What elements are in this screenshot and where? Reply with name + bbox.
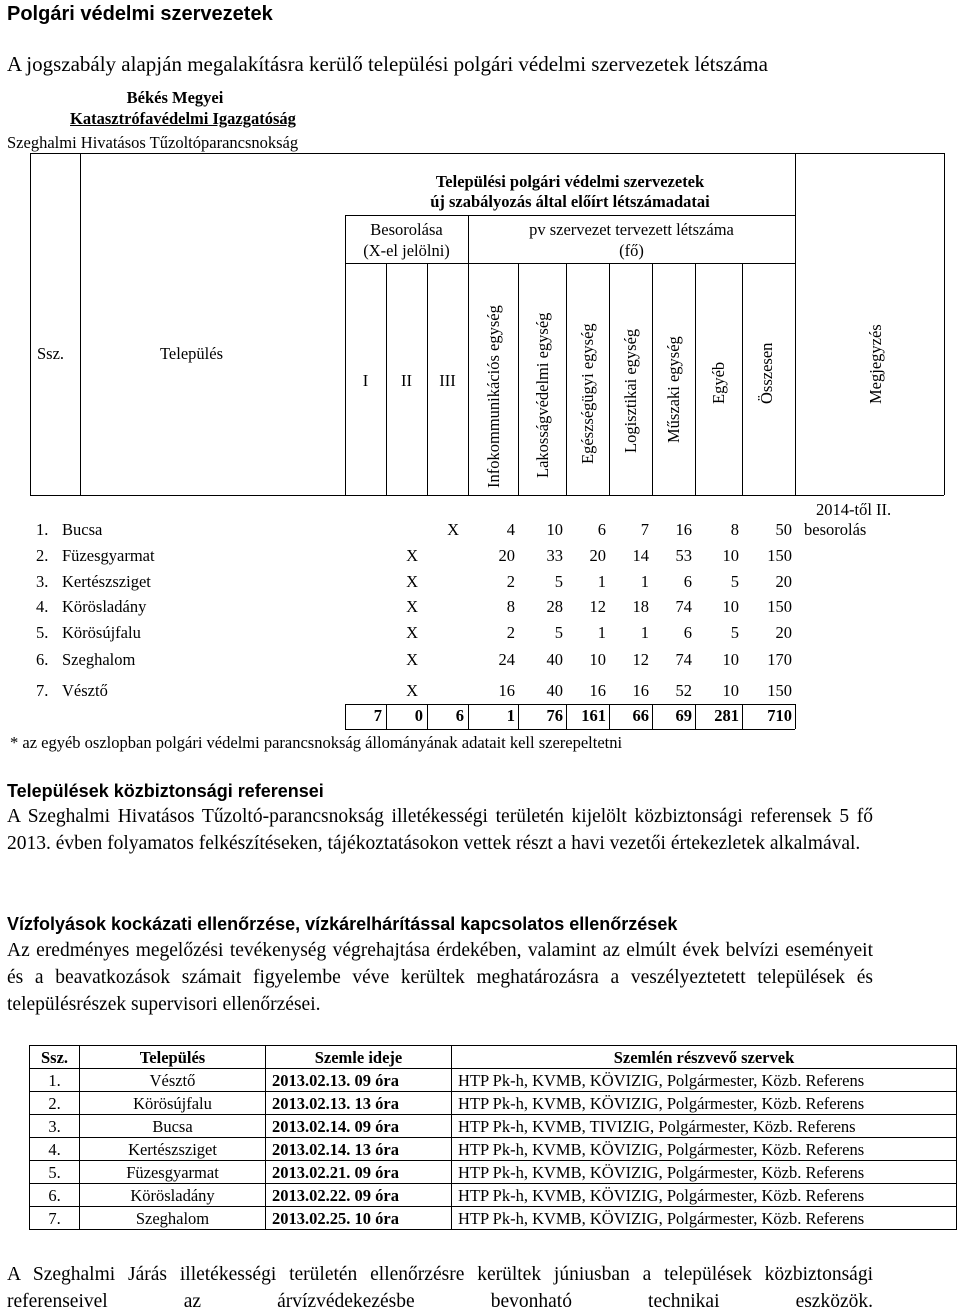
inspection-time: 2013.02.13. 09 óra (266, 1069, 452, 1092)
header-group-title-1: Települési polgári védelmi szervezetek (435, 172, 705, 191)
row-log: 16 (632, 681, 649, 700)
header-class-iii: III (439, 371, 456, 390)
inspection-participants: HTP Pk-h, KVMB, KÖVIZIG, Polgármester, Közb. Referens (452, 1092, 957, 1115)
row-number: 7. (36, 681, 49, 700)
row-info: 2 (506, 623, 515, 642)
row-ossz: 50 (775, 520, 792, 539)
inspection-header-telepules: Település (80, 1046, 266, 1069)
row-info: 8 (506, 597, 515, 616)
row-eu: 1 (597, 623, 606, 642)
inspection-ssz: 1. (30, 1069, 80, 1092)
row-musz: 6 (683, 623, 692, 642)
row-number: 1. (36, 520, 49, 539)
row-note: 2014-től II. (816, 500, 892, 519)
row-II: X (406, 623, 418, 642)
inspection-header-row (30, 1046, 957, 1069)
row-II: X (406, 650, 418, 669)
row-eu: 10 (589, 650, 606, 669)
row-number: 4. (36, 597, 49, 616)
page-title: Polgári védelmi szervezetek (7, 3, 273, 25)
inspection-time: 2013.02.14. 09 óra (266, 1115, 452, 1138)
inspection-telepules: Bucsa (80, 1115, 266, 1138)
total-class-iii: 6 (455, 706, 464, 725)
row-II: X (406, 572, 418, 591)
inspection-ssz: 4. (30, 1138, 80, 1161)
inspection-time: 2013.02.21. 09 óra (266, 1161, 452, 1184)
row-musz: 74 (675, 597, 692, 616)
inspection-ssz: 3. (30, 1115, 80, 1138)
header-unit-logisztikai: Logisztikai egység (621, 328, 640, 453)
inspection-telepules: Körösújfalu (80, 1092, 266, 1115)
row-II: X (406, 681, 418, 700)
row-ossz: 20 (775, 572, 792, 591)
row-II: X (406, 546, 418, 565)
inspection-time: 2013.02.13. 13 óra (266, 1092, 452, 1115)
agency-line-1: Békés Megyei (126, 88, 224, 107)
header-unit-muszaki: Műszaki egység (664, 336, 683, 443)
total-log: 69 (675, 706, 692, 725)
row-settlement: Körösújfalu (62, 623, 141, 642)
inspection-participants: HTP Pk-h, KVMB, KÖVIZIG, Polgármester, Közb. Referens (452, 1138, 957, 1161)
row-II: X (406, 597, 418, 616)
inspection-row (30, 1138, 957, 1161)
row-log: 18 (632, 597, 649, 616)
row-lakos: 10 (546, 520, 563, 539)
row-III: X (447, 520, 459, 539)
row-lakos: 40 (546, 681, 563, 700)
inspection-header-ssz: Ssz. (30, 1046, 80, 1069)
inspection-telepules: Vésztő (80, 1069, 266, 1092)
row-settlement: Szeghalom (62, 650, 136, 669)
row-number: 6. (36, 650, 49, 669)
header-unit-egyeb: Egyéb (709, 361, 728, 404)
row-lakos: 40 (546, 650, 563, 669)
header-besorolasa: Besorolása (370, 220, 443, 239)
header-class-ii: II (401, 371, 412, 390)
inspection-telepules: Körösladány (80, 1184, 266, 1207)
row-egyeb: 8 (730, 520, 739, 539)
inspection-telepules: Füzesgyarmat (80, 1161, 266, 1184)
row-egyeb: 5 (730, 623, 739, 642)
inspection-row (30, 1161, 957, 1184)
inspection-header-szervek: Szemlén részvevő szervek (452, 1046, 957, 1069)
inspection-participants: HTP Pk-h, KVMB, TIVIZIG, Polgármester, Közb. Referens (452, 1115, 957, 1138)
total-info: 76 (546, 706, 563, 725)
row-note: besorolás (804, 520, 867, 539)
row-lakos: 33 (546, 546, 563, 565)
header-class-i: I (362, 371, 369, 390)
row-eu: 16 (589, 681, 606, 700)
row-egyeb: 10 (722, 650, 739, 669)
row-musz: 74 (675, 650, 692, 669)
row-log: 14 (632, 546, 649, 565)
inspection-ssz: 6. (30, 1184, 80, 1207)
row-eu: 6 (597, 520, 606, 539)
row-info: 4 (506, 520, 515, 539)
inspection-row (30, 1184, 957, 1207)
header-besorolasa-note: (X-el jelölni) (363, 241, 450, 260)
row-settlement: Kertészsziget (62, 572, 151, 591)
referensek-body: A Szeghalmi Hivatásos Tűzoltó-parancsnokság illetékességi területén kijelölt közbiztonsági referensek 5 fő 2013. évben folyamatos felkészítéseken, tájékoztatásokon vettek részt a havi vezetői értekezletek alkalmával. (7, 806, 873, 854)
inspection-time: 2013.02.25. 10 óra (266, 1207, 452, 1230)
total-eu: 66 (632, 706, 649, 725)
row-egyeb: 10 (722, 681, 739, 700)
referensek-title: Települések közbiztonsági referensei (7, 781, 324, 801)
inspection-participants: HTP Pk-h, KVMB, KÖVIZIG, Polgármester, Közb. Referens (452, 1184, 957, 1207)
row-log: 1 (640, 572, 649, 591)
row-ossz: 150 (767, 597, 792, 616)
inspection-row (30, 1092, 957, 1115)
header-ssz: Ssz. (37, 344, 65, 363)
inspection-ssz: 2. (30, 1092, 80, 1115)
row-eu: 1 (597, 572, 606, 591)
inspection-row (30, 1069, 957, 1092)
row-number: 2. (36, 546, 49, 565)
inspection-time: 2013.02.14. 13 óra (266, 1138, 452, 1161)
total-musz: 281 (714, 706, 739, 725)
row-eu: 20 (589, 546, 606, 565)
row-info: 16 (498, 681, 515, 700)
row-settlement: Körösladány (62, 597, 147, 616)
inspection-header-szemle-ideje: Szemle ideje (266, 1046, 452, 1069)
inspection-participants: HTP Pk-h, KVMB, KÖVIZIG, Polgármester, Közb. Referens (452, 1207, 957, 1230)
row-log: 1 (640, 623, 649, 642)
row-info: 2 (506, 572, 515, 591)
row-ossz: 150 (767, 546, 792, 565)
total-ossz: 710 (767, 706, 792, 725)
row-eu: 12 (589, 597, 606, 616)
inspection-participants: HTP Pk-h, KVMB, KÖVIZIG, Polgármester, Közb. Referens (452, 1069, 957, 1092)
row-number: 5. (36, 623, 49, 642)
inspection-ssz: 7. (30, 1207, 80, 1230)
agency-line-2: Katasztrófavédelmi Igazgatóság (70, 109, 296, 128)
header-unit-infokommunikacios: Infokommunikációs egység (484, 305, 503, 488)
pv-footnote: * az egyéb oszlopban polgári védelmi parancsnokság állományának adatait kell szerepeltetni (10, 733, 623, 752)
row-log: 12 (632, 650, 649, 669)
row-egyeb: 10 (722, 597, 739, 616)
inspection-row (30, 1115, 957, 1138)
inspection-ssz: 5. (30, 1161, 80, 1184)
row-number: 3. (36, 572, 49, 591)
vizfolyasok-body: Az eredményes megelőzési tevékenység végrehajtása érdekében, valamint az elmúlt évek belvízi eseményeit és a beavatkozások számait figyelembe véve kerültek meghatározásra a veszélyeztetett települések és településrészek supervisori ellenőrzései. (7, 940, 873, 1015)
page-subtitle: A jogszabály alapján megalakításra kerülő települési polgári védelmi szervezetek létszáma (7, 52, 768, 76)
inspection-table (29, 1045, 957, 1230)
total-class-i: 7 (373, 706, 382, 725)
row-musz: 16 (675, 520, 692, 539)
total-class-ii: 0 (414, 706, 423, 725)
closing-paragraph: A Szeghalmi Járás illetékességi területén ellenőrzésre kerültek júniusban a települések közbiztonsági referenseivel az árvízvédekezésbe bevonható technikai eszközök. (7, 1264, 873, 1312)
row-musz: 53 (675, 546, 692, 565)
row-ossz: 170 (767, 650, 792, 669)
vizfolyasok-title: Vízfolyások kockázati ellenőrzése, vízkárelhárítással kapcsolatos ellenőrzések (7, 914, 678, 934)
row-settlement: Vésztő (62, 681, 108, 700)
row-settlement: Bucsa (62, 520, 103, 539)
total-lakos: 161 (581, 706, 606, 725)
row-lakos: 5 (554, 623, 563, 642)
row-egyeb: 5 (730, 572, 739, 591)
header-telepules: Település (160, 344, 223, 363)
row-lakos: 28 (546, 597, 563, 616)
row-info: 20 (498, 546, 515, 565)
row-log: 7 (640, 520, 649, 539)
inspection-participants: HTP Pk-h, KVMB, KÖVIZIG, Polgármester, Közb. Referens (452, 1161, 957, 1184)
row-lakos: 5 (554, 572, 563, 591)
row-ossz: 20 (775, 623, 792, 642)
row-egyeb: 10 (722, 546, 739, 565)
inspection-row (30, 1207, 957, 1230)
row-settlement: Füzesgyarmat (62, 546, 155, 565)
inspection-time: 2013.02.22. 09 óra (266, 1184, 452, 1207)
row-info: 24 (498, 650, 515, 669)
header-pv-tervezett: pv szervezet tervezett létszáma (529, 220, 734, 239)
header-megjegyzes: Megjegyzés (866, 324, 885, 404)
header-unit-lakossagvedelmi: Lakosságvédelmi egység (533, 312, 552, 478)
header-unit-egeszsegugyi: Egészségügyi egység (578, 323, 597, 464)
header-unit-osszesen: Összesen (757, 342, 776, 404)
inspection-telepules: Kertészsziget (80, 1138, 266, 1161)
header-group-title-2: új szabályozás által előírt létszámadatai (430, 192, 710, 211)
row-musz: 52 (675, 681, 692, 700)
inspection-telepules: Szeghalom (80, 1207, 266, 1230)
row-ossz: 150 (767, 681, 792, 700)
total-x: 1 (506, 706, 515, 725)
agency-line-3: Szeghalmi Hivatásos Tűzoltóparancsnokság (7, 133, 299, 152)
row-musz: 6 (683, 572, 692, 591)
header-pv-tervezett-unit: (fő) (619, 241, 644, 260)
